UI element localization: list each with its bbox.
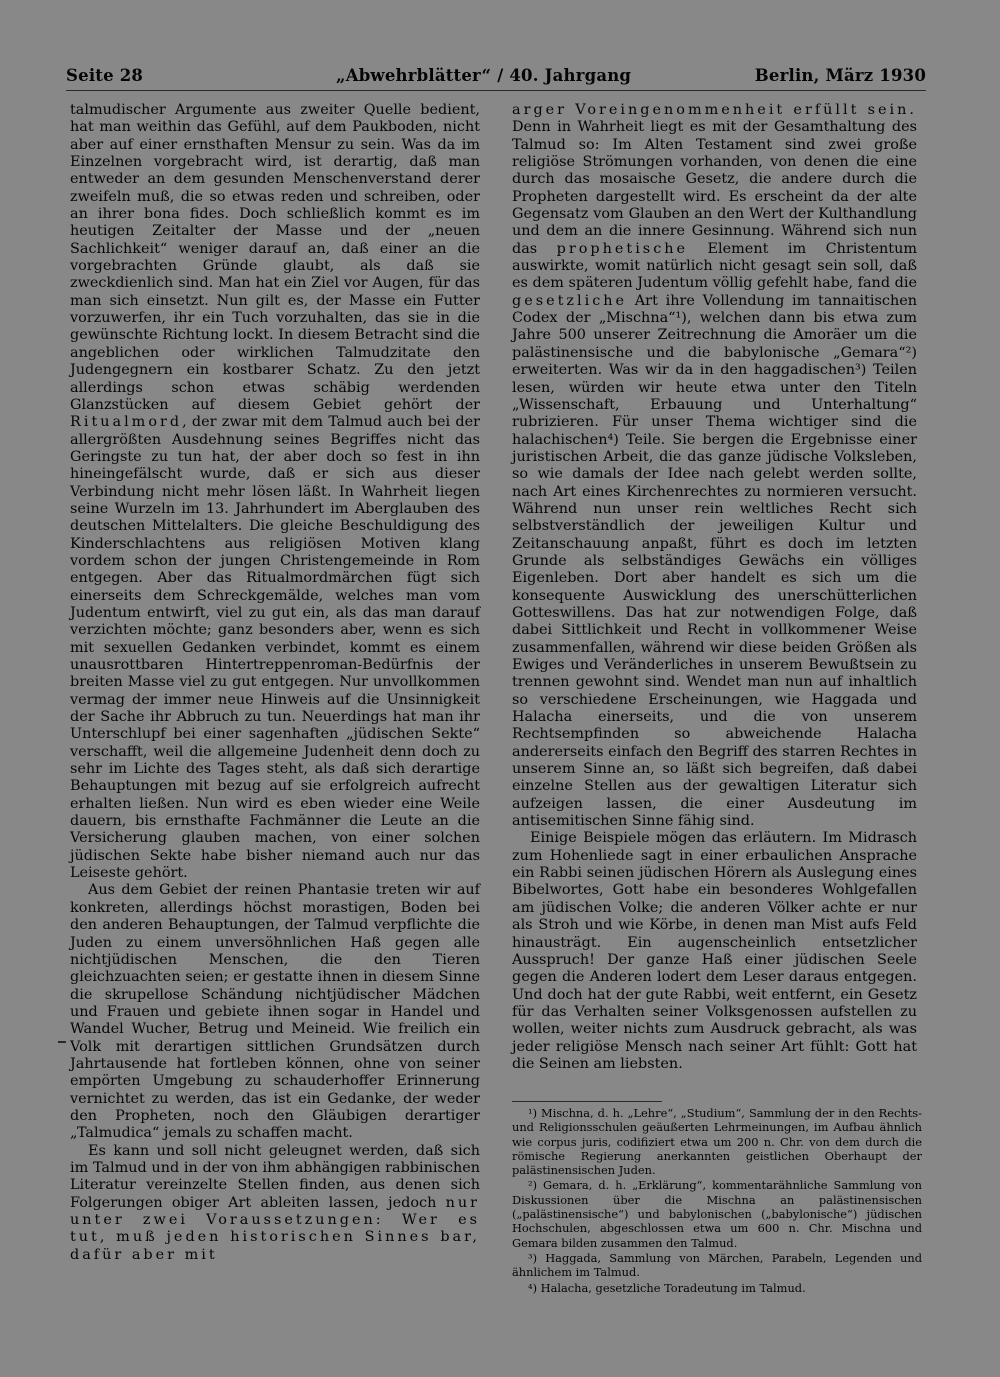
margin-mark (58, 1041, 66, 1043)
emphasized-text: nur unter zwei Voraussetzungen: Wer es tut, muß jeden historischen Sinnes bar, dafür aber mit (70, 1194, 480, 1263)
emphasized-text: gesetzliche (512, 292, 628, 309)
footnote: ²) Gemara, d. h. „Erklärung“, kommentarähnliche Sammlung von Diskussionen über die Mischna an palästinensischen („palästinensische“) und babylonischen („babylonische“) jüdischen Hochschulen, abgeschlossen etwa um 600 n. Chr. Mischna und Gemara bilden zusammen den Talmud. (512, 1178, 922, 1250)
footnote: ⁴) Halacha, gesetzliche Toradeutung im Talmud. (528, 1280, 806, 1295)
paragraph (512, 102, 917, 830)
paragraph-text: Element im Christentum auswirkte, womit natürlich nicht gesagt sein soll, daß es dem späteren Judentum völlig gefehlt habe, fand die (512, 240, 917, 292)
right-column (512, 102, 917, 1073)
emphasized-text: arger Voreingenommenheit erfüllt sein. (512, 102, 917, 118)
paragraph-text: Denn in Wahrheit liegt es mit der Gesamthaltung des Talmud so: Im Alten Testament sind zwei große religiöse Strömungen vorhanden, von denen die eine durch das mosaische Gesetz, die andere durch die Propheten dargestellt wird. Es erscheint da der alte Gegensatz vom Glauben an den Wert der Kulthandlung und dem an die innere Gesinnung. Während sich nun das (512, 119, 917, 257)
paragraph-text: , der zwar mit dem Talmud auch bei der allergrößten Ausdehnung seines Begriffes nicht das Geringste zu tun hat, der aber doch so fest in ihn hineingefälscht wurde, daß er sich aus dieser Verbindung nicht mehr lösen läßt. In Wahrheit liegen seine Wurzeln im 13. Jahrhundert im Aberglauben des deutschen Mittelalters. Die gleiche Beschuldigung des Kinderschlachtens aus religiösen Motiven klang vordem schon der jungen Christengemeinde in Rom entgegen. Aber das Ritualmordmärchen fügt sich einerseits dem Schreckgemälde, welches man vom Judentum entwirft, viel zu gut ein, als das man darauf verzichten möchte; ganz besonders aber, wenn es sich mit sexuellen Gedanken verbindet, kommt es einem unausrottbaren Hintertreppenroman-Bedürfnis der breiten Masse viel zu gut entgegen. Nur unvollkommen vermag der immer neue Hinweis auf die Unsinnigkeit der Sache ihr Abbruch zu tun. Neuerdings hat man ihr Unterschlupf bei einer sagenhaften „jüdischen Sekte“ verschafft, weil die allgemeine Judenheit denn doch zu sehr im Lichte des Tages steht, als daß sich derartige Behauptungen mit bezug auf sie erfolgreich aufrecht erhalten ließen. Nun wird es eben wieder eine Weile dauern, bis ernsthafte Fachmänner die Leute an die Versicherung glauben machen, von einer solchen jüdischen Sekte habe bisher niemand auch nur das Leiseste gehört. (70, 414, 480, 882)
footnote: ¹) Mischna, d. h. „Lehre“, „Studium“, Sammlung der in den Rechts- und Religionsschulen geäußerten Lehrmeinungen, im Aufbau ähnlich wie corpus juris, codifiziert etwa um 200 n. Chr. von dem durch die römische Regierung anerkannten geistlichen Oberhaupt der palästinensischen Juden. (512, 1106, 922, 1178)
paragraph-text: Es kann und soll nicht geleugnet werden, daß sich im Talmud und in der von ihm abhängigen rabbinischen Literatur vereinzelte Stellen finden, aus denen sich Folgerungen obiger Art ableiten lassen, jedoch (70, 1142, 480, 1211)
left-column (70, 102, 480, 1264)
paragraph-text: talmudischer Argumente aus zweiter Quelle bedient, hat man weithin das Gefühl, auf dem Paukboden, nicht aber auf einer ernsthaften Mensur zu sein. Was da im Einzelnen vorgebracht wird, ist derartig, daß man entweder an dem gesunden Menschenverstand derer zweifeln muß, die so etwas reden und schreiben, oder an ihrer bona fides. Doch schließlich kommt es im heutigen Zeitalter der Masse und der „neuen Sachlichkeit“ weniger darauf an, daß einer an die vorgebrachten Gründe glaubt, als daß sie zweckdienlich sind. Man hat ein Ziel vor Augen, für das man sich einsetzt. Nun gilt es, der Masse ein Futter vorzuwerfen, ihr ein Tuch vorzuhalten, das sie in die gewünschte Richtung lockt. In diesem Betracht sind die angeblichen oder wirklichen Talmudzitate den Judengegnern ein kostbarer Schatz. Zu den jetzt allerdings schon etwas schäbig werdenden Glanzstücken auf diesem Gebiet gehört der (70, 102, 480, 413)
header-divider (66, 90, 926, 91)
page-header (66, 64, 926, 90)
place-date: Berlin, März 1930 (754, 66, 926, 85)
page-number: Seite 28 (66, 66, 144, 85)
paragraph (70, 102, 480, 882)
journal-title: „Abwehrblätter“ / 40. Jahrgang (336, 66, 632, 85)
footnote-divider (512, 1101, 662, 1102)
footnotes (512, 1106, 922, 1296)
footnote: ³) Haggada, Sammlung von Märchen, Parabeln, Legenden und ähnlichem im Talmud. (512, 1250, 922, 1280)
paragraph (70, 1143, 480, 1264)
paragraph: Einige Beispiele mögen das erläutern. Im Midrasch zum Hohenliede sagt in einer erbaulichen Ansprache ein Rabbi seinen jüdischen Hörern als Auslegung eines Bibelwortes, Gott habe ein besonderes Wohlgefallen am jüdischen Volke; die anderen Völker achte er nur als Stroh und wie Körbe, in denen man Mist aufs Feld hinausträgt. Ein augenscheinlich entsetzlicher Ausspruch! Der ganze Haß einer jüdischen Seele gegen die Anderen lodert dem Leser daraus entgegen. Und doch hat der gute Rabbi, weit entfernt, ein Gesetz für das Verhalten seiner Volksgenossen aufstellen zu wollen, weiter nichts zum Ausdruck gebracht, als was jeder religiöse Mensch nach seiner Art fühlt: Gott hat die Seinen am liebsten. (512, 830, 917, 1072)
emphasized-text: Ritualmord (70, 414, 183, 431)
paragraph-text: Art ihre Vollendung im tannaitischen Codex der „Mischna“¹), welchen dann bis etwa zum Jahre 500 unserer Zeitrechnung die Amoräer um die palästinensische und die babylonische „Gemara“²) erweiterten. Was wir da in den haggadischen³) Teilen lesen, würden wir heute etwa unter den Titeln „Wissenschaft, Erbauung und Unterhaltung“ rubrizieren. Für unser Thema wichtiger sind die halachischen⁴) Teile. Sie bergen die Ergebnisse einer juristischen Arbeit, die das ganze jüdische Volksleben, so wie damals der Idee nach gelebt werden sollte, nach Art eines Kirchenrechtes zu normieren versucht. Während nun unser rein weltliches Recht sich selbstverständlich der jeweiligen Kultur und Zeitanschauung anpaßt, führt es doch im letzten Grunde als selbständiges Gewächs ein völliges Eigenleben. Dort aber handelt es sich um die konsequente Auswicklung des unerschütterlichen Gotteswillens. Das hat zur notwendigen Folge, daß dabei Sittlichkeit und Recht in vollkommener Weise zusammenfallen, während wir diese beiden Größen als Ewiges und Veränderliches in unserem Bewußtsein zu trennen gewohnt sind. Wendet man nun auf inhaltlich so verschiedene Erscheinungen, wie Haggada und Halacha einerseits, und die von unserem Rechtsempfinden so abweichende Halacha andererseits einfach den Begriff des starren Rechtes in unserem Sinne an, so läßt sich begreifen, daß dabei einzelne Stellen aus der gewaltigen Literatur sich aufzeigen lassen, die einer Ausdeutung im antisemitischen Sinne fähig sind. (512, 292, 917, 830)
paragraph: Aus dem Gebiet der reinen Phantasie treten wir auf konkreten, allerdings höchst morastigen, Boden bei den anderen Behauptungen, der Talmud verpflichte die Juden zu einem unversöhnlichen Haß gegen alle nichtjüdischen Menschen, die den Tieren gleichzuachten seien; er gestatte ihnen in diesem Sinne die skrupellose Schändung nichtjüdischer Mädchen und Frauen und gebiete ihnen sogar in Handel und Wandel Wucher, Betrug und Meineid. Wie freilich ein Volk mit derartigen sittlichen Grundsätzen durch Jahrtausende hat fortleben können, ohne von seiner empörten Umgebung zu schauderhoffer Erinnerung vernichtet zu werden, das ist ein Gedanke, der weder den Propheten, noch den Gläubigen derartiger „Talmudica“ jemals zu schaffen macht. (70, 882, 480, 1142)
emphasized-text: prophetische (556, 240, 689, 257)
